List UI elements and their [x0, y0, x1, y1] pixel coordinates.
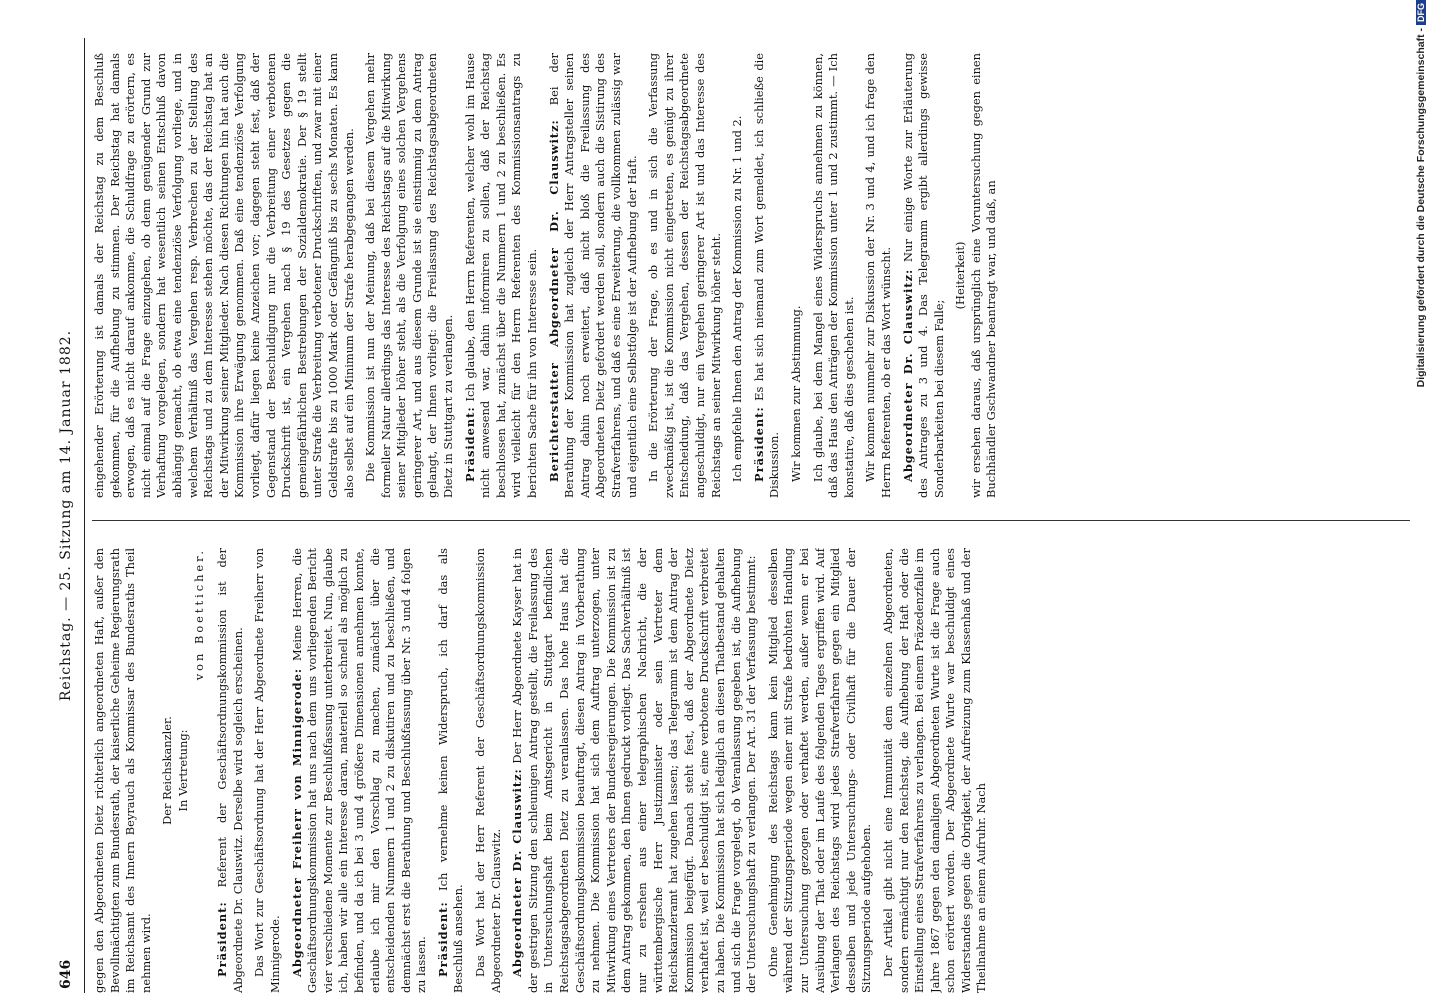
- paragraph: Ich empfehle Ihnen den Antrag der Kommission zu Nr. 1 und 2.: [730, 115, 745, 482]
- paragraph: eingehender Erörterung ist damals der Reichstag zu dem Beschluß gekommen, für die Aufhebung zu stimmen. Der Reichstag hat damals erwogen, daß es nicht darauf ankomme, die Schuldfrage zu erörtern, es nicht einmal auf die Frage einzugehen, ob denn genügender Grund zur Verhaftung vorgelegen, sondern hat wesentlich seinen Entschluß davon abhängig gemacht, ob etwa eine tendenziöse Verfolgung vorliege, und in welchem Verhältniß das Vergehen resp. Verbrechen zu der Stellung des Reichstags und zu dem Interesse stehen möchte, das der Reichstag hat an der Mitwirkung seiner Mitglieder. Nach diesen Richtungen hin hat auch die Kommission ihre Erwägung genommen. Daß eine tendenziöse Verfolgung vorliegt, dafür liegen keine Anzeichen vor; dagegen steht fest, daß der Gegenstand der Beschuldigung nur die Verbreitung einer verbotenen Druckschrift ist, ein Vergehen nach § 19 des Gesetzes gegen die gemeingefährlichen Bestrebungen der Sozialdemokratie. Der § 19 stellt unter Strafe die Verbreitung verbotener Druckschriften, und zwar mit einer Geldstrafe bis zu 1000 Mark oder Gefängniß bis zu sechs Monaten. Es kann also selbst auf ein Minimum der Strafe herabgegangen werden.: [92, 53, 356, 498]
- paragraph: [510, 548, 760, 993]
- speaker-label: Abgeordneter Freiherr von Minnigerode:: [289, 667, 304, 977]
- text-columns: [92, 38, 1410, 993]
- speech-text: Referent der Geschäftsordnungskommission ist der Abgeordnete Dr. Clauswitz. Derselbe wird sogleich erscheinen.: [215, 548, 245, 993]
- paragraph: [463, 53, 541, 498]
- digitization-credit-strip: [1408, 0, 1432, 1000]
- speaker-label: Präsident:: [215, 901, 230, 977]
- paragraph: [215, 548, 246, 993]
- running-head: [50, 38, 85, 993]
- paragraph: Ich glaube, bei dem Mangel eines Widerspruchs annehmen zu können, daß das Haus den Anträgen der Kommission unter 1 und 2 zustimmt. — Ich konstatire, daß dies geschehen ist.: [810, 53, 856, 498]
- signature-title: Der Reichskanzler.: [160, 716, 175, 825]
- paragraph: [290, 548, 430, 993]
- paragraph: Wir kommen nunmehr zur Diskussion der Nr. 3 und 4, und ich frage den Herrn Referenten, ob er das Wort wünscht.: [863, 53, 893, 498]
- paragraph: Wir kommen zur Abstimmung.: [788, 305, 803, 482]
- paragraph: Das Wort zur Geschäftsordnung hat der Herr Abgeordnete Freiherr von Minnigerode.: [252, 548, 282, 993]
- speaker-label: Berichterstatter Abgeordneter Dr. Clauswitz:: [546, 119, 561, 482]
- speaker-label: Präsident:: [435, 901, 450, 977]
- paragraph: Der Artikel gibt nicht eine Immunität dem einzelnen Abgeordneten, sondern ermächtigt nur den Reichstag, die Aufhebung der Haft oder die Einstellung eines Strafverfahrens zu verlangen. Bei einem Präzedenzfalle im Jahre 1867 gegen den damaligen Abgeordneten Wurte ist die Frage auch schon erörtert worden. Der Abgeordnete Wurte war beschuldigt eines Widerstandes gegen die Obrigkeit, der Aufreizung zum Klassenhaß und der Theilnahme an einem Aufruhr. Nach: [880, 548, 989, 993]
- speaker-label: Präsident:: [462, 406, 477, 482]
- paragraph: [547, 53, 641, 498]
- speech-text: Nur einige Worte zur Erläuterung des Antrages zu 3 und 4. Das Telegramm ergibt allerdings gewisse Sonderbarkeiten bei diesem Falle;: [900, 53, 946, 498]
- left-column: [92, 548, 1410, 993]
- page-number: 646: [58, 959, 74, 989]
- paragraph: [436, 548, 467, 993]
- speaker-label: Abgeordneter Dr. Clauswitz:: [900, 268, 915, 482]
- right-column: [92, 53, 1410, 498]
- dfg-logo: DFG: [1416, 0, 1426, 25]
- stage-direction: (Heiterkeit): [953, 241, 968, 310]
- speech-text: Ich glaube, den Herrn Referenten, welcher wohl im Hause nicht anwesend war, dahin informiren zu sollen, daß der Reichstag beschlossen hat, zunächst über die Nummern 1 und 2 zu beschließen. Es wird vielleicht für den Herrn Referenten des Kommissionsantrags zu berichten Sache für ihn von Interesse sein.: [462, 53, 540, 498]
- paragraph: [901, 53, 948, 498]
- speech-text: Der Herr Abgeordnete Kayser hat in der gestrigen Sitzung den schleunigen Antrag gestellt, die Freilassung des in Untersuchungshaft beim Amtsgericht in Stuttgart befindlichen Reichstagsabgeordneten Dietz zu veranlassen. Das hohe Haus hat die Geschäftsordnungskommission beauftragt, diesen Antrag in Vorberathung zu nehmen. Die Kommission hat sich dem Auftrag unterzogen, unter Mitwirkung eines Vertreters der Bundesregierungen. Die Kommission ist zu dem Antrag gekommen, den Ihnen gedruckt vorliegt. Das Sachverhältniß ist nur zu ersehen aus einer telegraphischen Nachricht, die der württembergische Herr Justizminister oder sein Vertreter dem Reichskanzleramt hat zugehen lassen; das Telegramm ist dem Antrag der Kommission beigefügt. Danach steht fest, daß der Abgeordnete Dietz verhaftet ist, weil er beschuldigt ist, eine verbotene Druckschrift verbreitet zu haben. Die Kommission hat sich lediglich an diesen Thatbestand gehalten und sich die Frage vorgelegt, ob Veranlassung gegeben ist, die Aufhebung der Untersuchungshaft zu verlangen. Der Art. 31 der Verfassung bestimmt:: [510, 548, 759, 993]
- speaker-label: Präsident:: [751, 406, 766, 482]
- column-divider: [92, 520, 1410, 521]
- speech-text: Ich vernehme keinen Widerspruch, ich darf das als Beschluß ansehen.: [435, 548, 466, 993]
- printed-page: [50, 38, 1410, 993]
- paragraph: wir ersehen daraus, daß ursprünglich eine Voruntersuchung gegen einen Buchhändler Gschwandner beantragt war, und daß, an: [968, 53, 999, 498]
- paragraph: Das Wort hat der Herr Referent der Geschäftsordnungskommission Abgeordneter Dr. Clauswitz.: [473, 548, 503, 993]
- signature-deputy: In Vertretung:: [175, 729, 190, 812]
- quoted-article: Ohne Genehmigung des Reichstags kann kein Mitglied desselben während der Sitzungsperiode wegen einer mit Strafe bedrohten Handlung zur Untersuchung gezogen oder verhaftet werden, außer wenn er bei Ausübung der That oder im Laufe des folgenden Tages ergriffen wird. Auf Verlangen des Reichstags wird jedes Strafverfahren gegen ein Mitglied desselben und jede Untersuchungs- oder Civilhaft für die Dauer der Sitzungsperiode aufgehoben.: [765, 548, 874, 993]
- credit-text: Digitalisierung gefördert durch die Deutsche Forschungsgemeinschaft -: [1415, 28, 1427, 388]
- running-head-title: Reichstag. — 25. Sitzung am 14. Januar 1882.: [58, 329, 74, 702]
- paragraph: gegen den Abgeordneten Dietz richterlich angeordneten Haft, außer den Bevollmächtigten zum Bundesrath, der kaiserliche Geheime Regierungsrath im Reichsamt des Innern Beyrauch als Kommissar des Bundesraths Theil nehmen wird.: [92, 548, 153, 993]
- signature-name: von Boetticher.: [191, 548, 206, 681]
- speaker-label: Abgeordneter Dr. Clauswitz:: [510, 768, 525, 977]
- paragraph: In die Erörterung der Frage, ob es und in sich die Verfassung zweckmäßig ist, ist die Kommission nicht eingetreten, es genügt zu ihrer Entscheidung, daß das Vergehen, dessen der Reichstagsabgeordnete angeschuldigt, nur ein Vergehen geringerer Art ist und das Interesse des Reichstags an seiner Mitwirkung höher steht.: [646, 53, 723, 498]
- paragraph: Die Kommission ist nun der Meinung, daß bei diesem Vergehen mehr formeller Natur allerdings das Interesse des Reichstags auf die Mitwirkung seiner Mitglieder höher steht, als die Verfolgung eines solchen Vergehens geringerer Art, und aus diesem Grunde ist sie einstimmig zu dem Antrag gelangt, der Ihnen vorliegt: die Freilassung des Reichstagsabgeordneten Dietz in Stuttgart zu verlangen.: [363, 53, 456, 498]
- speech-text: Es hat sich niemand zum Wort gemeldet, ich schließe die Diskussion.: [751, 53, 782, 498]
- paragraph: [752, 53, 783, 498]
- digitization-credit: [1415, 0, 1429, 985]
- speech-text: Meine Herren, die Geschäftsordnungskommission hat uns nach dem uns vorliegenden Bericht vier verschiedene Momente zur Beschlußfassung unterbreitet. Nun, glaube ich, haben wir alle ein Interesse daran, materiell so schnell als möglich zu befinden, und da ich bei 3 und 4 größere Dimensionen annehmen konnte, erlaube ich mir den Vorschlag zu machen, zunächst über die entscheidenden Nummern 1 und 2 zu diskutiren und zu beschließen, und demnächst erst die Berathung und Beschlußfassung über Nr. 3 und 4 folgen zu lassen.: [289, 548, 429, 993]
- speech-text: Bei der Berathung der Kommission hat zugleich der Herr Antragsteller seinen Antrag dahin noch erweitert, daß nicht bloß die Freilassung des Abgeordneten Dietz gefordert werden soll, sondern auch die Sistirung des Strafverfahrens, und daß es eine Erweiterung, die vollkommen zulässig war und eigentlich eine Selbstfolge ist der Aufhebung der Haft.: [546, 53, 639, 498]
